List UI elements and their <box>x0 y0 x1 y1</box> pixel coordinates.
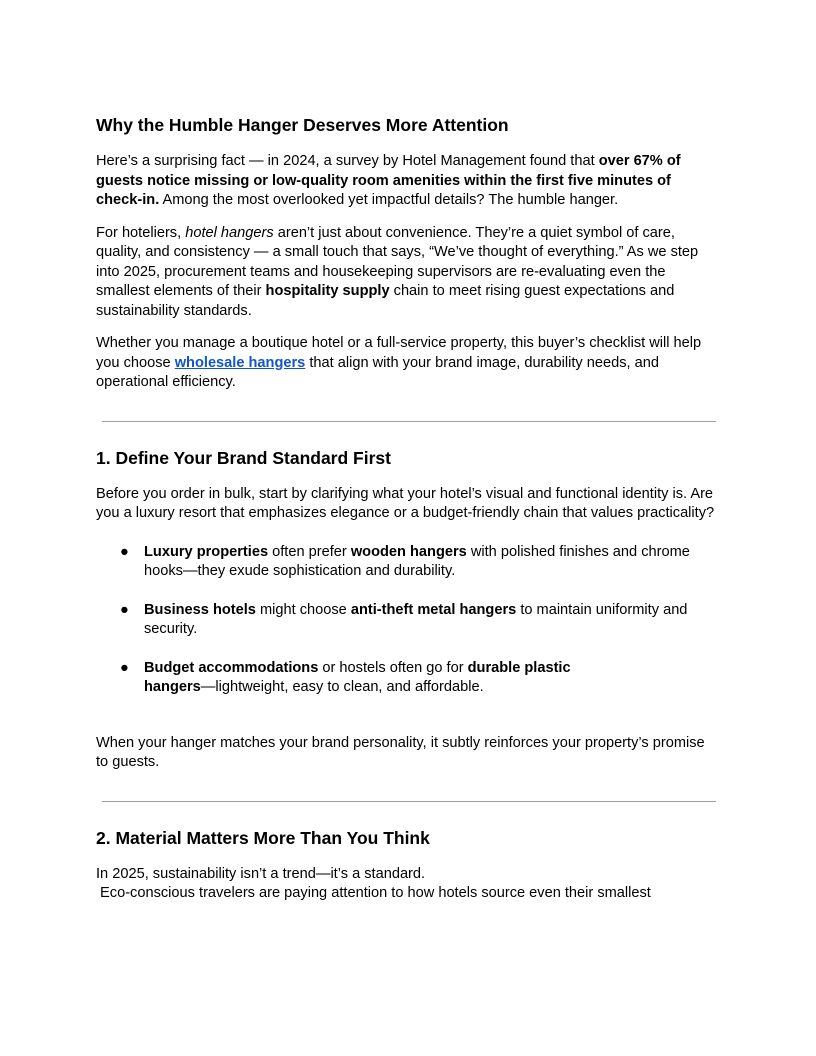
list-item <box>96 601 720 640</box>
hotel-hangers-italic: hotel hangers <box>185 224 274 241</box>
text-run: to maintain uniformity and security. <box>144 601 688 637</box>
material-paragraph-line1: In 2025, sustainability isn’t a trend—it’s a standard. <box>96 865 426 882</box>
bullet-icon: ● <box>120 601 129 618</box>
text-run: aren’t just about convenience. They’re a quiet symbol of care, quality, and consistency — a small touch that says, “We’ve thought of everything.” As we step into 2025, procurement teams and housekeeping supervisors are re-evaluating even the smallest elements of their <box>96 224 699 299</box>
section-divider <box>102 801 716 802</box>
checklist-paragraph <box>96 334 720 393</box>
section-divider <box>102 421 716 422</box>
brand-standard-intro: Before you order in bulk, start by clarifying what your hotel’s visual and functional identity is. Are you a luxury resort that emphasizes elegance or a budget-friendly chain that values practicality? <box>96 485 715 521</box>
text-run: might choose <box>255 601 351 618</box>
section-heading-brand-standard: 1. Define Your Brand Standard First <box>96 447 391 468</box>
wholesale-hangers-link[interactable]: wholesale hangers <box>174 354 306 371</box>
text-run: that align with your brand image, durability needs, and operational efficiency. <box>96 354 660 390</box>
list-item-bold: Budget accommodations <box>144 659 319 676</box>
section-heading-material: 2. Material Matters More Than You Think <box>96 827 430 848</box>
document-body <box>96 114 720 904</box>
list-item-bold: Business hotels <box>144 601 256 618</box>
section-heading-hanger-attention: Why the Humble Hanger Deserves More Attention <box>96 115 509 135</box>
text-run: chain to meet rising guest expectations and sustainability standards. <box>96 283 675 319</box>
text-run: Whether you manage a boutique hotel or a full-service property, this buyer’s checklist will help you choose <box>96 335 702 371</box>
list-item <box>96 659 720 698</box>
list-item <box>96 543 720 582</box>
text-run: For hoteliers, <box>96 224 186 241</box>
text-run: Among the most overlooked yet impactful details? The humble hanger. <box>159 192 619 208</box>
text-run: often prefer <box>268 543 351 560</box>
list-item-bold: anti-theft metal hangers <box>350 601 517 618</box>
material-paragraph-line2: Eco-conscious travelers are paying attention to how hotels source even their smallest <box>96 885 651 901</box>
brand-standard-list <box>96 543 720 698</box>
intro-paragraph <box>96 152 720 211</box>
bullet-icon: ● <box>120 659 129 676</box>
list-item-bold: wooden hangers <box>350 543 467 560</box>
brand-standard-outro: When your hanger matches your brand personality, it subtly reinforces your property’s promise to guests. <box>96 734 705 770</box>
list-item-bold: Luxury properties <box>144 543 269 560</box>
survey-stat-bold: over 67% of guests notice missing or low-quality room amenities within the first five minutes of check-in. <box>96 153 681 208</box>
list-item-bold: durable plastic hangers <box>144 659 571 695</box>
text-run: or hostels often go for <box>318 659 468 676</box>
text-run: —lightweight, easy to clean, and affordable. <box>200 679 484 695</box>
hospitality-supply-bold: hospitality supply <box>265 283 390 299</box>
text-run: Here’s a surprising fact — in 2024, a survey by Hotel Management found that <box>96 153 599 169</box>
hoteliers-paragraph <box>96 224 720 322</box>
bullet-icon: ● <box>120 543 129 560</box>
text-run: with polished finishes and chrome hooks—they exude sophistication and durability. <box>144 543 690 579</box>
